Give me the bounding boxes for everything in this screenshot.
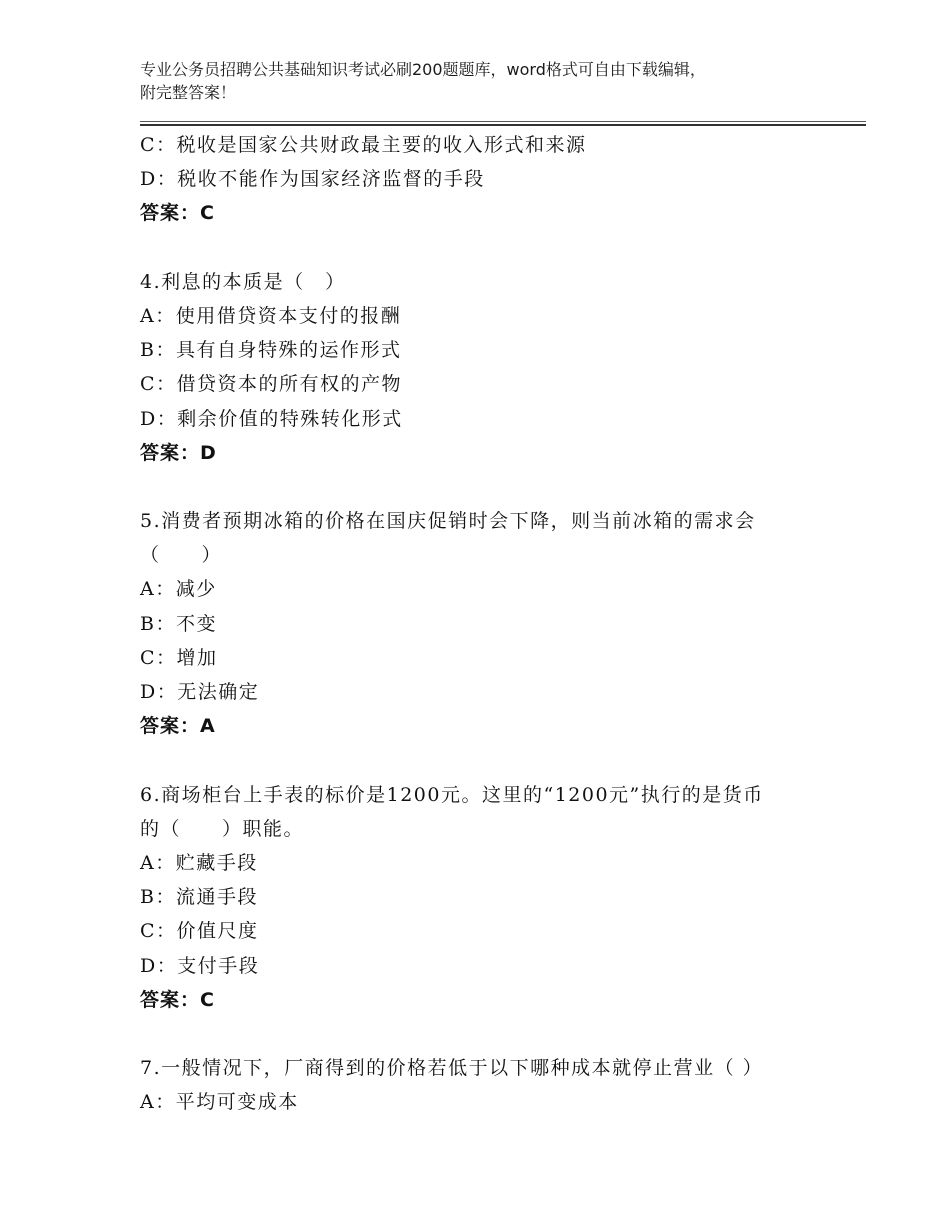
- document-header: [140, 58, 820, 104]
- question-text-continued: 的（ ）职能。: [140, 817, 305, 840]
- header-rule-thick: [140, 124, 866, 126]
- question-block-6: [140, 778, 860, 1017]
- option-c: C：借贷资本的所有权的产物: [140, 373, 403, 396]
- question-text: 7.一般情况下，厂商得到的价格若低于以下哪种成本就停止营业（ ）: [140, 1057, 764, 1080]
- option-b: B：流通手段: [140, 886, 258, 909]
- question-block-5: [140, 504, 860, 743]
- question-text: 6.商场柜台上手表的标价是1200元。这里的“1200元”执行的是货币: [140, 783, 764, 806]
- question-block-3: [140, 128, 860, 231]
- option-a: A：减少: [140, 578, 217, 601]
- question-list: [140, 128, 860, 1119]
- option-b: B：具有自身特殊的运作形式: [140, 339, 402, 362]
- answer-text: 答案：D: [140, 441, 217, 464]
- option-d: D：剩余价值的特殊转化形式: [140, 407, 403, 430]
- option-b: B：不变: [140, 612, 217, 635]
- option-d: D：支付手段: [140, 954, 260, 977]
- option-a: A：贮藏手段: [140, 851, 258, 874]
- option-c: C：价值尺度: [140, 920, 259, 943]
- question-text-continued: （ ）: [140, 544, 223, 567]
- option-c: C：税收是国家公共财政最主要的收入形式和来源: [140, 134, 587, 156]
- header-line-1: 专业公务员招聘公共基础知识考试必刷200题题库，word格式可自由下载编辑，: [140, 60, 706, 79]
- option-d: D：税收不能作为国家经济监督的手段: [140, 168, 485, 191]
- question-block-4: [140, 265, 860, 470]
- option-d: D：无法确定: [140, 681, 260, 703]
- question-block-7: [140, 1051, 860, 1119]
- question-text: 5.消费者预期冰箱的价格在国庆促销时会下降，则当前冰箱的需求会: [140, 510, 756, 533]
- answer-text: 答案：C: [140, 202, 215, 225]
- option-c: C：增加: [140, 646, 218, 669]
- header-line-2: 附完整答案！: [140, 83, 237, 102]
- answer-text: 答案：A: [140, 715, 216, 738]
- option-a: A：平均可变成本: [140, 1091, 299, 1114]
- option-a: A：使用借贷资本支付的报酬: [140, 304, 402, 327]
- header-rule: [140, 121, 866, 122]
- answer-text: 答案：C: [140, 988, 215, 1011]
- question-text: 4.利息的本质是（ ）: [140, 270, 346, 293]
